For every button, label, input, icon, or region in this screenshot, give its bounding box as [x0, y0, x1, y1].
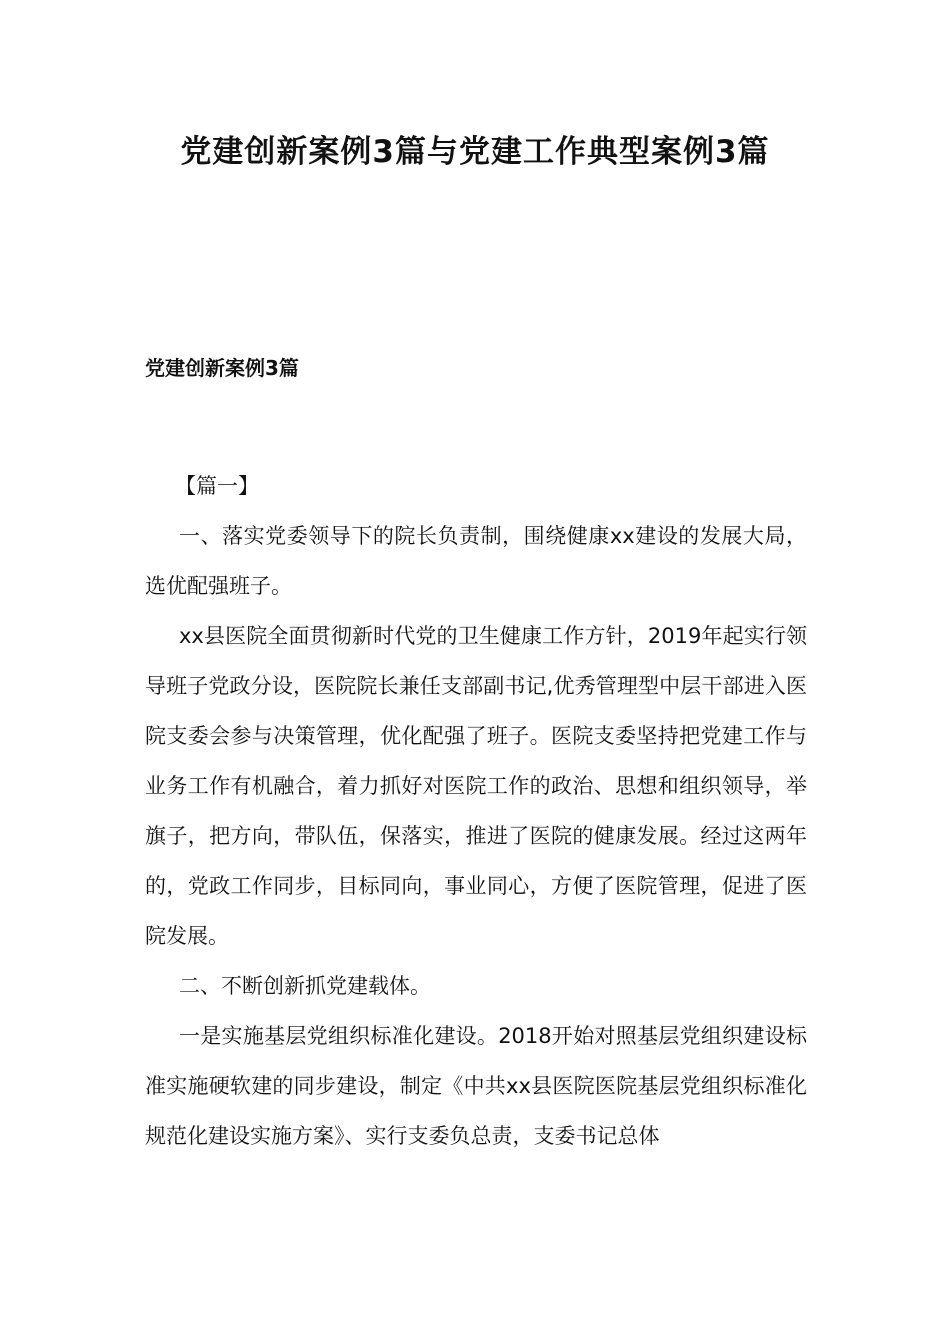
paragraph: 二、不断创新抓党建载体。 — [179, 974, 431, 998]
paragraph: xx县医院全面贯彻新时代党的卫生健康工作方针，2019年起实行领导班子党政分设，医院院长兼任支部副书记,优秀管理型中层干部进入医院支委会参与决策管理，优化配强了班子。医院支委坚持把党建工作与业务工作有机融合，着力抓好对医院工作的政治、思想和组织领导，举旗子，把方向，带队伍，保落实，推进了医院的健康发展。经过这两年的，党政工作同步，目标同向，事业同心，方便了医院管理，促进了医院发展。 — [145, 624, 807, 948]
document-title: 党建创新案例3篇与党建工作典型案例3篇 — [180, 134, 770, 170]
paragraph: 一、落实党委领导下的院长负责制，围绕健康xx建设的发展大局，选优配强班子。 — [145, 524, 807, 598]
part-label: 【篇一】 — [175, 474, 259, 498]
section-heading: 党建创新案例3篇 — [145, 356, 299, 380]
document-body — [145, 461, 807, 1161]
paragraph: 一是实施基层党组织标准化建设。2018开始对照基层党组织建设标准实施硬软建的同步建设，制定《中共xx县医院医院基层党组织标准化规范化建设实施方案》、实行支委负总责，支委书记总体 — [145, 1024, 807, 1148]
